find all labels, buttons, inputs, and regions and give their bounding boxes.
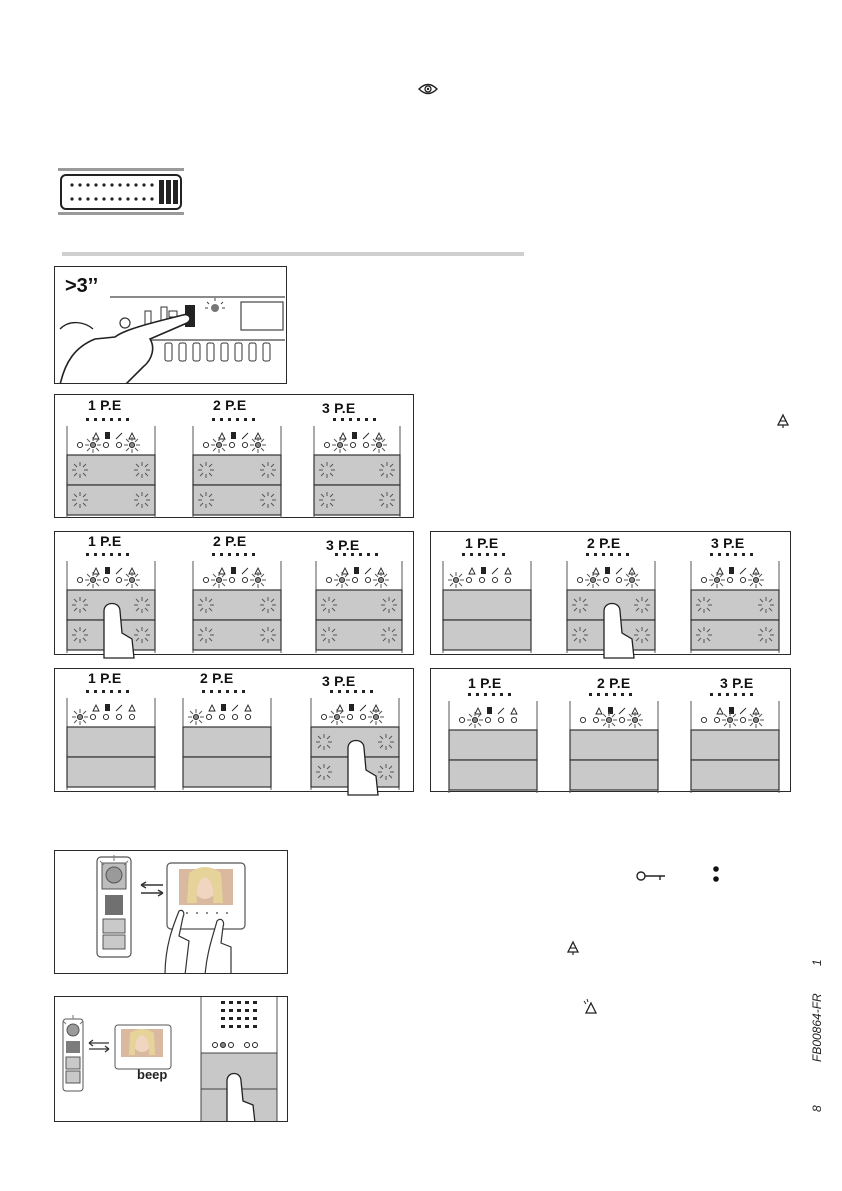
pe-label-3: 3 P.E (711, 535, 745, 551)
intercom-unit (315, 553, 405, 668)
intercom-unit (66, 690, 158, 805)
intercom-unit (313, 418, 403, 533)
pe-label-2: 2 P.E (597, 675, 631, 691)
intercom-unit (448, 693, 540, 808)
connector-figure (58, 168, 186, 216)
intercom-unit (566, 553, 658, 668)
timer-label: >3’’ (65, 275, 99, 297)
vertical-dots-icon (712, 864, 720, 884)
pe-label-1: 1 P.E (465, 535, 499, 551)
page-number: 8 (810, 1105, 824, 1112)
pe-label-3: 3 P.E (322, 673, 356, 689)
intercom-unit (66, 553, 158, 668)
revision: 1 (810, 959, 824, 966)
pe-label-2: 2 P.E (200, 670, 234, 686)
beep-label: beep (137, 1067, 168, 1082)
bell-icon (566, 940, 580, 956)
pe-label-2: 2 P.E (213, 533, 247, 549)
pe-label-1: 1 P.E (88, 397, 122, 413)
pe-label-2: 2 P.E (213, 397, 247, 413)
intercom-unit (690, 693, 782, 808)
figure-video-call (54, 850, 288, 974)
figure-beep (54, 996, 288, 1122)
intercom-unit (690, 553, 782, 668)
eye-icon (418, 82, 438, 96)
key-icon (636, 870, 666, 882)
bell-icon (776, 413, 790, 429)
pe-label-1: 1 P.E (88, 533, 122, 549)
bell-ringing-icon (582, 998, 598, 1016)
intercom-unit (192, 553, 284, 668)
section-divider (62, 252, 524, 256)
pe-label-3: 3 P.E (326, 537, 360, 553)
pe-label-2: 2 P.E (587, 535, 621, 551)
intercom-unit (66, 418, 158, 533)
intercom-unit (442, 553, 534, 668)
intercom-unit (569, 693, 661, 808)
pe-label-1: 1 P.E (88, 670, 122, 686)
figure-hold-button (54, 266, 287, 384)
pe-label-3: 3 P.E (720, 675, 754, 691)
intercom-unit (192, 418, 284, 533)
intercom-unit (310, 690, 402, 805)
pe-label-3: 3 P.E (322, 400, 356, 416)
intercom-unit (182, 690, 274, 805)
pe-label-1: 1 P.E (468, 675, 502, 691)
doc-code: FB00864-FR (810, 993, 824, 1062)
